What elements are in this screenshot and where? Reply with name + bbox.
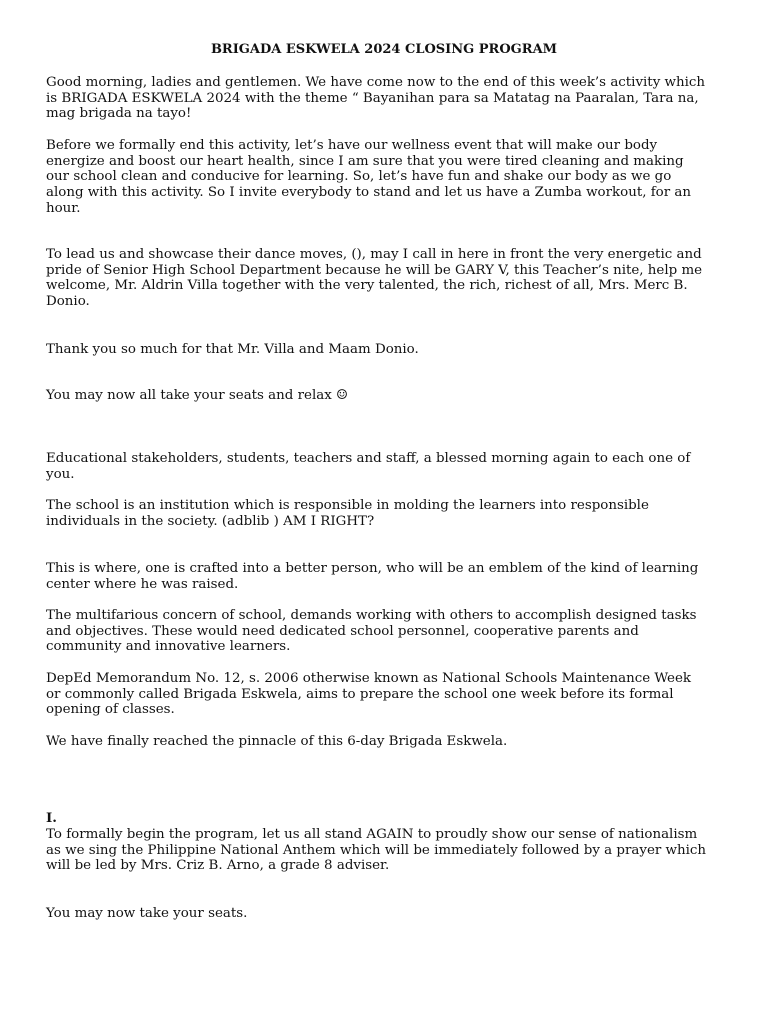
paragraph-deped-memorandum: DepEd Memorandum No. 12, s. 2006 otherwise known as National Schools Maintenance Week or commonly called Brigada Eskwela, aims to prepare the school one week before its formal opening of classes. [46,671,692,718]
paragraph-take-seats: You may now take your seats. [46,906,248,921]
paragraph-wellness-event: Before we formally end this activity, let’s have our wellness event that will make our body energize and boost our heart health, since I am sure that you were tired cleaning and making our school clean and conducive for learning. So, let’s have fun and shake our body as we go along with this activity. So I invite everybody to stand and let us have a Zumba workout, for an hour. [46,138,691,216]
paragraph-crafted-person: This is where, one is crafted into a better person, who will be an emblem of the kind of learning center where he was raised. [46,561,699,592]
paragraph-multifarious-concern: The multifarious concern of school, demands working with others to accomplish designed tasks and objectives. These would need dedicated school personnel, cooperative parents and community and innovative learners. [46,608,697,655]
paragraph-greeting: Good morning, ladies and gentlemen. We have come now to the end of this week’s activity which is BRIGADA ESKWELA 2024 with the theme “ Bayanihan para sa Matatag na Paaralan, Tara na, mag brigada na tayo! [46,75,706,122]
paragraph-school-institution: The school is an institution which is responsible in molding the learners into responsible individuals in the society. (adblib ) AM I RIGHT? [46,498,649,529]
paragraph-take-seats-relax: You may now all take your seats and relax ☺ [46,388,349,403]
section-heading-roman-one: I. [46,810,57,826]
paragraph-thanks: Thank you so much for that Mr. Villa and Maam Donio. [46,342,419,357]
paragraph-national-anthem: To formally begin the program, let us all stand AGAIN to proudly show our sense of nationalism as we sing the Philippine National Anthem which will be immediately followed by a prayer which will be led by Mrs. Criz B. Arno, a grade 8 adviser. [46,827,707,874]
paragraph-pinnacle: We have finally reached the pinnacle of this 6-day Brigada Eskwela. [46,734,508,749]
document-title: BRIGADA ESKWELA 2024 CLOSING PROGRAM [210,42,558,57]
paragraph-dance-leaders: To lead us and showcase their dance moves, (), may I call in here in front the very energetic and pride of Senior High School Department because he will be GARY V, this Teacher’s nite, help me welcome, Mr. Aldrin Villa together with the very talented, the rich, richest of all, Mrs. Merc B. Donio. [46,247,703,310]
paragraph-stakeholders-greeting: Educational stakeholders, students, teachers and staff, a blessed morning again to each one of you. [46,451,691,482]
